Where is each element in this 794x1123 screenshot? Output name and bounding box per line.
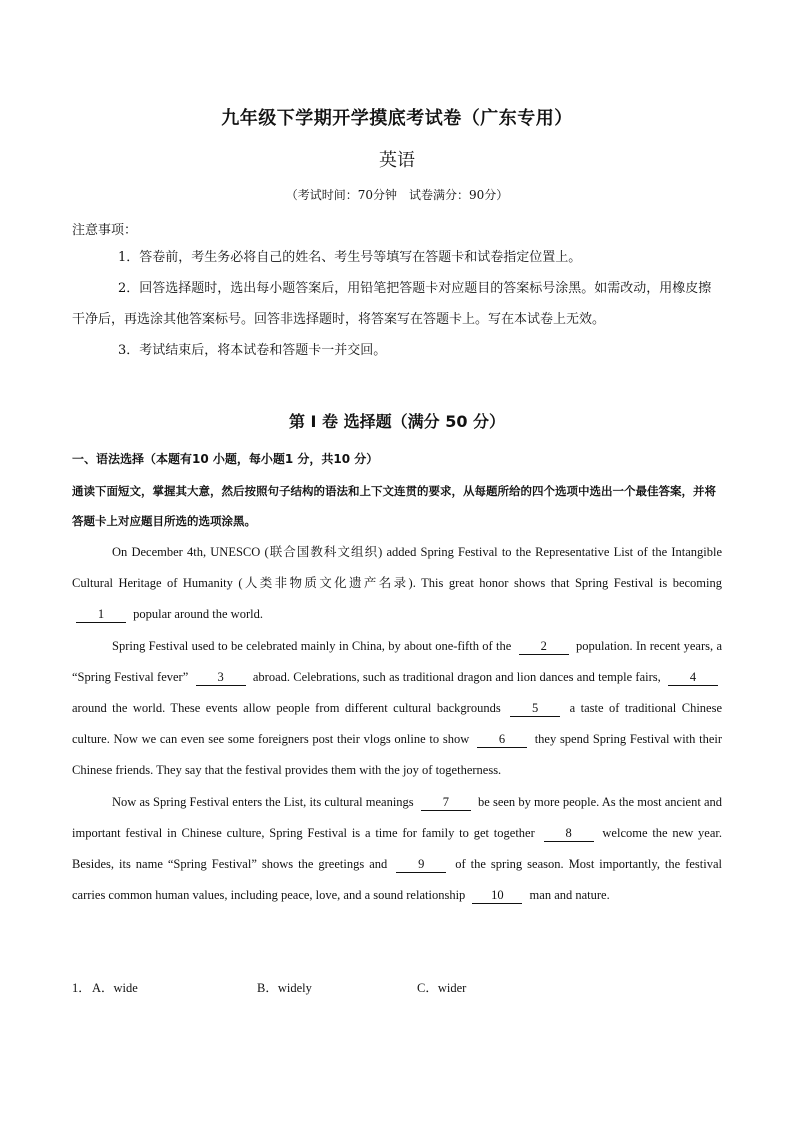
passage-text: welcome the new year. Besides, its name “Spring Festival” shows the greetings and [72,825,722,872]
passage-text: man and nature. [529,888,610,903]
notice-item: 2．回答选择题时，选出每小题答案后，用铅笔把答题卡对应题目的答案标号涂黑。如需改动，用橡皮擦干净后，再选涂其他答案标号。回答非选择题时，将答案写在答题卡上。写在本试卷上无效。 [72,281,712,327]
passage-text: population. In recent years, a “Spring Festival fever” [72,638,723,684]
blank-3: 3 [196,669,246,686]
paragraph-3 [72,787,722,912]
blank-8: 8 [544,825,594,842]
passage [72,537,722,911]
passage-text: a taste of traditional Chinese culture. Now we can even see some foreigners post their vlogs online to show [72,701,723,747]
passage-text: popular around the world. [133,607,263,622]
passage-text: Now as Spring Festival enters the List, its cultural meanings [112,794,414,809]
question-1-options [72,978,722,996]
passage-text: On December 4th, UNESCO (联合国教科文组织) added Spring Festival to the Representative List of the Intangible Cultural Heritage of Humanity (人类非物质文化遗产名录). This great honor shows that Spring Festival is becoming [72,545,722,591]
blank-5: 5 [510,700,560,717]
section-title: 第 I 卷 选择题（满分 50 分） [288,412,506,431]
subject-title: 英语 [379,150,415,171]
paragraph-1 [72,537,722,631]
blank-4: 4 [668,669,718,686]
option-a: A．wide [92,981,138,995]
passage-text: be seen by more people. As the most ancient and important festival in Chinese culture, Spring Festival is a time for family to get together [72,794,723,840]
notice-item: 1．答卷前，考生务必将自己的姓名、考生号等填写在答题卡和试卷指定位置上。 [118,250,582,265]
notice-list [72,242,722,366]
passage-text: they spend Spring Festival with their Chinese friends. They say that the festival provides them with the joy of togetherness. [72,732,723,778]
blank-7: 7 [421,794,471,811]
option-c: C．wider [417,981,467,995]
blank-1: 1 [76,606,126,623]
blank-6: 6 [477,731,527,748]
passage-text: abroad. Celebrations, such as traditional dragon and lion dances and temple fairs, [252,669,661,684]
blank-9: 9 [396,856,446,873]
notice-item: 3．考试结束后，将本试卷和答题卡一并交回。 [118,343,387,358]
part-title: 一、语法选择（本题有10 小题，每小题1 分，共10 分） [72,452,379,466]
blank-2: 2 [519,638,569,655]
directions: 通读下面短文，掌握其大意，然后按照句子结构的语法和上下文连贯的要求，从每题所给的四个选项中选出一个最佳答案，并将答题卡上对应题目所选的选项涂黑。 [72,484,716,528]
passage-text: Spring Festival used to be celebrated mainly in China, by about one-fifth of the [112,638,512,653]
paragraph-2 [72,631,722,787]
exam-title: 九年级下学期开学摸底考试卷（广东专用） [221,108,573,129]
notice-title: 注意事项： [72,223,138,238]
passage-text: of the spring season. Most importantly, the festival carries common human values, including peace, love, and a sound relationship [72,857,722,903]
passage-text: around the world. These events allow people from different cultural backgrounds [72,701,501,716]
option-b: B．widely [257,981,312,995]
blank-10: 10 [472,887,522,904]
exam-info: （考试时间：70分钟 试卷满分：90分） [285,188,509,202]
question-number: 1． [72,981,91,995]
